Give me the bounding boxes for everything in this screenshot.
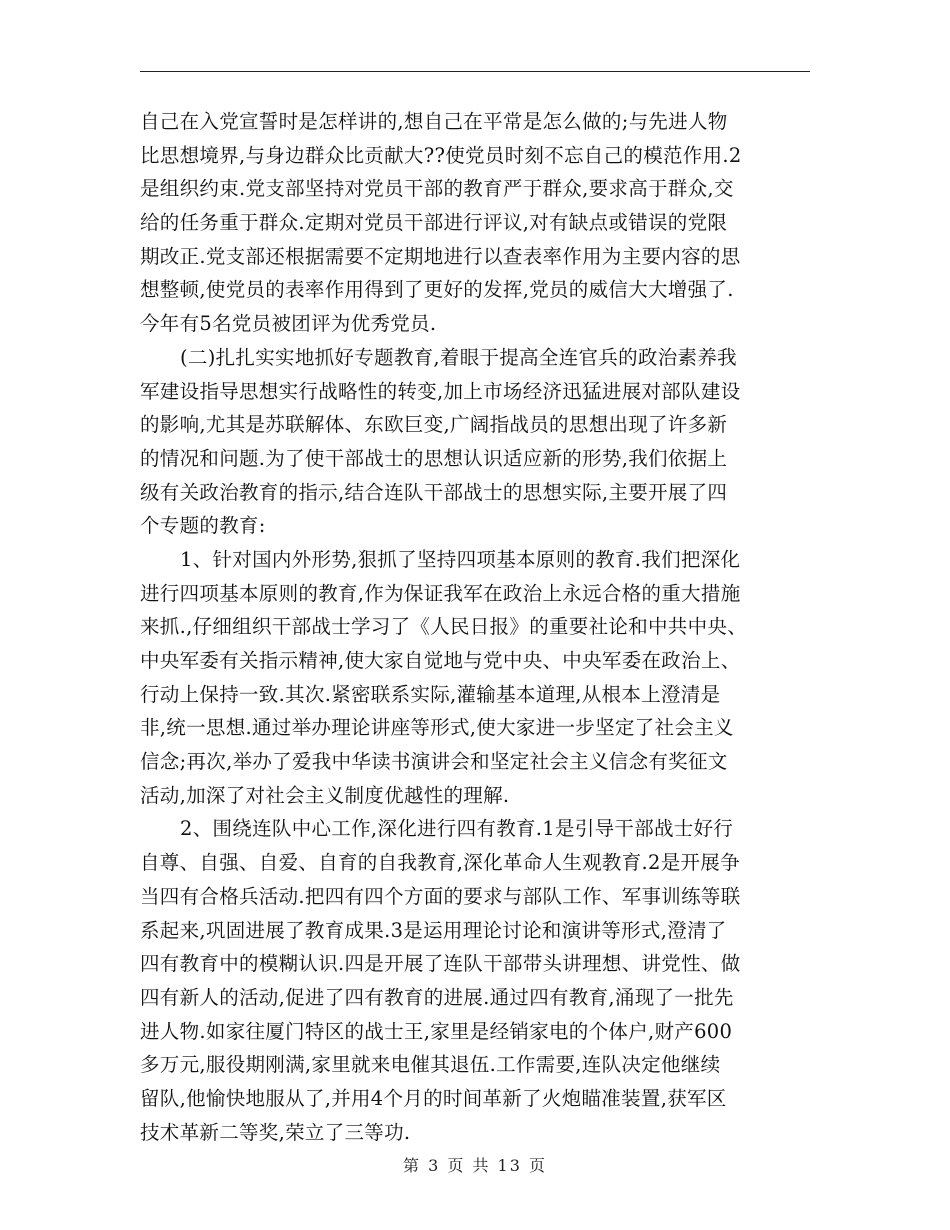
text-line: 非,统一思想.通过举办理论讲座等形式,使大家进一步坚定了社会主义	[140, 716, 734, 740]
text-line: 的情况和问题.为了使干部战士的思想认识适应新的形势,我们依据上	[140, 446, 728, 470]
paragraph-first-line: (二)扎扎实实地抓好专题教育,着眼于提高全连官兵的政治素养我	[180, 345, 737, 369]
text-line: 留队,他愉快地服从了,并用4个月的时间革新了火炮瞄准装置,获军区	[140, 1086, 727, 1110]
text-line: 行动上保持一致.其次.紧密联系实际,灌输基本道理,从根本上澄清是	[140, 682, 721, 706]
text-line: 信念;再次,举办了爱我中华读书演讲会和坚定社会主义信念有奖征文	[140, 750, 728, 774]
text-line: 进人物.如家往厦门特区的战士王,家里是经销家电的个体户,财产600	[140, 1019, 733, 1043]
text-line: 多万元,服役期刚满,家里就来电催其退伍.工作需要,连队决定他继续	[140, 1053, 721, 1077]
text-line: 是组织约束.党支部坚持对党员干部的教育严于群众,要求高于群众,交	[140, 177, 734, 201]
text-line: 比思想境界,与身边群众比贡献大??使党员时刻不忘自己的模范作用.2	[140, 143, 742, 167]
text-line: 活动,加深了对社会主义制度优越性的理解.	[140, 783, 510, 807]
text-line: 中央军委有关指示精神,使大家自觉地与党中央、中央军委在政治上、	[140, 649, 741, 672]
text-line: 个专题的教育:	[140, 514, 266, 538]
text-line: 想整顿,使党员的表率作用得到了更好的发挥,党员的威信大大增强了.	[140, 278, 734, 302]
header-rule	[140, 71, 810, 72]
text-line: 期改正.党支部还根据需要不定期地进行以查表率作用为主要内容的思	[140, 244, 741, 268]
text-line: 自己在入党宣誓时是怎样讲的,想自己在平常是怎么做的;与先进人物	[140, 110, 728, 133]
text-line: 来抓.,仔细组织干部战士学习了《人民日报》的重要社论和中共中央、	[140, 615, 747, 639]
page-number-footer: 第 3 页 共 13 页	[403, 1156, 547, 1175]
document-body	[140, 105, 816, 1149]
text-line: 级有关政治教育的指示,结合连队干部战士的思想实际,主要开展了四	[140, 480, 728, 504]
paragraph-first-line: 1、针对国内外形势,狠抓了坚持四项基本原则的教育.我们把深化	[180, 547, 741, 571]
paragraph-first-line: 2、围绕连队中心工作,深化进行四有教育.1是引导干部战士好行	[180, 817, 734, 841]
text-line: 技术革新二等奖,荣立了三等功.	[140, 1120, 411, 1144]
text-line: 系起来,巩固进展了教育成果.3是运用理论讨论和演讲等形式,澄清了	[140, 918, 727, 942]
text-line: 四有教育中的模糊认识.四是开展了连队干部带头讲理想、讲党性、做	[140, 952, 741, 976]
text-line: 军建设指导思想实行战略性的转变,加上市场经济迅猛进展对部队建设	[140, 379, 741, 403]
text-line: 四有新人的活动,促进了四有教育的进展.通过四有教育,涌现了一批先	[140, 985, 734, 1009]
text-line: 给的任务重于群众.定期对党员干部进行评议,对有缺点或错误的党限	[140, 211, 728, 235]
text-line: 自尊、自强、自爱、自育的自我教育,深化革命人生观教育.2是开展争	[140, 851, 740, 875]
text-line: 当四有合格兵活动.把四有四个方面的要求与部队工作、军事训练等联	[140, 884, 741, 908]
text-line: 今年有5名党员被团评为优秀党员.	[140, 312, 437, 336]
text-line: 的影响,尤其是苏联解体、东欧巨变,广阔指战员的思想出现了许多新	[140, 413, 728, 437]
text-line: 进行四项基本原则的教育,作为保证我军在政治上永远合格的重大措施	[140, 581, 741, 605]
